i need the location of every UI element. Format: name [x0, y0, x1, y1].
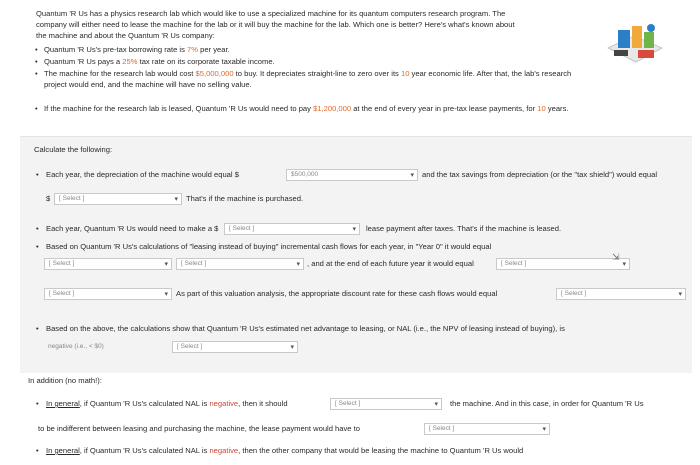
tax-shield-select[interactable]: [54, 193, 182, 205]
bullet-text: Quantum 'R Us's pre-tax borrowing rate is: [44, 45, 188, 54]
chevron-down-icon: ▾: [678, 291, 682, 298]
year0-select-2[interactable]: [176, 258, 304, 270]
q2-bullet: •: [36, 224, 39, 233]
bullet-text: If the machine for the research lab is leased, Quantum 'R Us would need to pay: [44, 104, 314, 113]
q2-text: Each year, Quantum 'R Us would need to make a $: [46, 224, 219, 233]
year0-select-2-value: [ Select ]: [181, 260, 207, 267]
year0-select-1[interactable]: [44, 258, 172, 270]
a2-post: , then the other company that would be leasing the machine to Quantum 'R Us would: [238, 446, 524, 455]
a1-negative: negative: [209, 399, 239, 408]
a2-negative: negative: [209, 446, 239, 455]
calc-heading: Calculate the following:: [34, 145, 113, 154]
discount-rate-select-value: [ Select ]: [561, 290, 587, 297]
q3-text-mid: , and at the end of each future year it would equal: [307, 259, 474, 268]
after-tax-lease-select[interactable]: [224, 223, 360, 235]
borrowing-rate-value: 7%: [187, 45, 198, 54]
should-action-select-value: [ Select ]: [335, 400, 361, 407]
intro-line-1: Quantum 'R Us has a physics research lab which would like to use a specialized machine for its quantum computers research program. The: [36, 9, 506, 18]
chevron-down-icon: ▾: [290, 344, 294, 351]
bullet-text: at the end of every year in pre-tax lease payments, for: [351, 104, 538, 113]
discount-type-select[interactable]: [44, 288, 172, 300]
a1-pre: , if Quantum 'R Us's calculated NAL is: [79, 399, 210, 408]
a1-in-general: In general: [46, 399, 80, 408]
chevron-down-icon: ▾: [352, 226, 356, 233]
depreciation-select[interactable]: [286, 169, 418, 181]
bullet-borrowing-rate: • Quantum 'R Us's pre-tax borrowing rate is 7% per year.: [35, 45, 230, 54]
chevron-down-icon: ▾: [434, 401, 438, 408]
year0-select-1-value: [ Select ]: [49, 260, 75, 267]
depreciation-select-value: $500,000: [291, 171, 319, 178]
chevron-down-icon: ▾: [410, 172, 414, 179]
q2-text-post: lease payment after taxes. That's if the machine is leased.: [366, 224, 562, 233]
a1-mid: , then it should: [238, 399, 288, 408]
discount-rate-select[interactable]: [556, 288, 686, 300]
lease-payment-value: $1,200,000: [313, 104, 352, 113]
a2-in-general: In general: [46, 446, 80, 455]
chevron-down-icon: ▾: [164, 291, 168, 298]
future-year-select[interactable]: [496, 258, 630, 270]
discount-type-select-value: [ Select ]: [49, 290, 75, 297]
chevron-down-icon: ▾: [622, 261, 626, 268]
a1-line2: to be indifferent between leasing and purchasing the machine, the lease payment would have to: [38, 424, 360, 433]
intro-line-3: the machine and about the Quantum 'R Us company:: [36, 31, 215, 40]
bullet-lease-payment: • If the machine for the research lab is leased, Quantum 'R Us would need to pay $1,200,000 at the end of every year in pre-tax lease payments, for 10 years.: [35, 104, 569, 113]
bullet-text: Quantum 'R Us pays a: [44, 57, 123, 66]
q1-text-post: and the tax savings from depreciation (or the "tax shield") would equal: [422, 170, 658, 179]
should-action-select[interactable]: [330, 398, 442, 410]
tax-rate-value: 25%: [122, 57, 138, 66]
mouse-cursor-icon: ⇲: [612, 252, 620, 262]
q5-label: negative (i.e., < $0): [48, 343, 104, 350]
chevron-down-icon: ▾: [542, 426, 546, 433]
economic-life-value: 10: [400, 69, 410, 78]
lease-payment-change-select-value: [ Select ]: [429, 425, 455, 432]
nal-sign-select-value: [ Select ]: [177, 343, 203, 350]
a2-text: [46, 446, 523, 456]
q1b-dollar: $: [46, 194, 51, 203]
future-year-select-value: [ Select ]: [501, 260, 527, 267]
a1-bullet: •: [36, 399, 39, 408]
q3-bullet: •: [36, 242, 39, 251]
q3-text: Based on Quantum 'R Us's calculations of "leasing instead of buying" incremental cash flows for each year, in "Year 0" it would equal: [46, 242, 492, 251]
intro-line-2: company will either need to lease the machine for the lab or it will buy the machine for the lab. Which one is better? Here's what's known about: [36, 20, 515, 29]
bullet-text: The machine for the research lab would cost: [44, 69, 196, 78]
a1-post: the machine. And in this case, in order for Quantum 'R Us: [450, 399, 644, 408]
a2-bullet: •: [36, 446, 39, 455]
bullet-text: year economic life. After that, the lab's research: [409, 69, 572, 78]
bullet-text: tax rate on its corporate taxable income.: [137, 57, 275, 66]
q5-text: Based on the above, the calculations show that Quantum 'R Us's estimated net advantage to leasing, or NAL (i.e., the NPV of leasing instead of buying), is: [46, 324, 565, 333]
bullet-text: to buy. It depreciates straight-line to zero over its: [233, 69, 401, 78]
bullet-machine-cost: • The machine for the research lab would cost $5,000,000 to buy. It depreciates straight-line to zero over its 10 year economic life. After that, the lab's research project would end, and the machine will have no selling value.: [44, 68, 664, 90]
nal-sign-select[interactable]: [172, 341, 298, 353]
chevron-down-icon: ▾: [296, 261, 300, 268]
q1b-text: That's if the machine is purchased.: [186, 194, 304, 203]
bullet-text: years.: [545, 104, 569, 113]
lease-payment-change-select[interactable]: [424, 423, 550, 435]
bullet-text: per year.: [198, 45, 230, 54]
bullet-text-line-2: project would end, and the machine will have no selling value.: [44, 80, 252, 89]
chevron-down-icon: ▾: [174, 196, 178, 203]
after-tax-lease-select-value: [ Select ]: [229, 225, 255, 232]
chevron-down-icon: ▾: [164, 261, 168, 268]
q5-bullet: •: [36, 324, 39, 333]
q4-text: As part of this valuation analysis, the appropriate discount rate for these cash flows would equal: [176, 289, 498, 298]
q1-text: Each year, the depreciation of the machine would equal $: [46, 170, 239, 179]
tax-shield-select-value: [ Select ]: [59, 195, 85, 202]
q1-bullet: •: [36, 170, 39, 179]
lab-machine-illustration: [604, 18, 666, 72]
a1-text: [46, 399, 288, 409]
lease-years-value: 10: [537, 104, 546, 113]
addition-heading: In addition (no math!):: [28, 376, 102, 385]
bullet-tax-rate: • Quantum 'R Us pays a 25% tax rate on its corporate taxable income.: [35, 57, 275, 66]
a2-pre: , if Quantum 'R Us's calculated NAL is: [79, 446, 210, 455]
machine-cost-value: $5,000,000: [195, 69, 234, 78]
intro-paragraph: [36, 8, 576, 41]
